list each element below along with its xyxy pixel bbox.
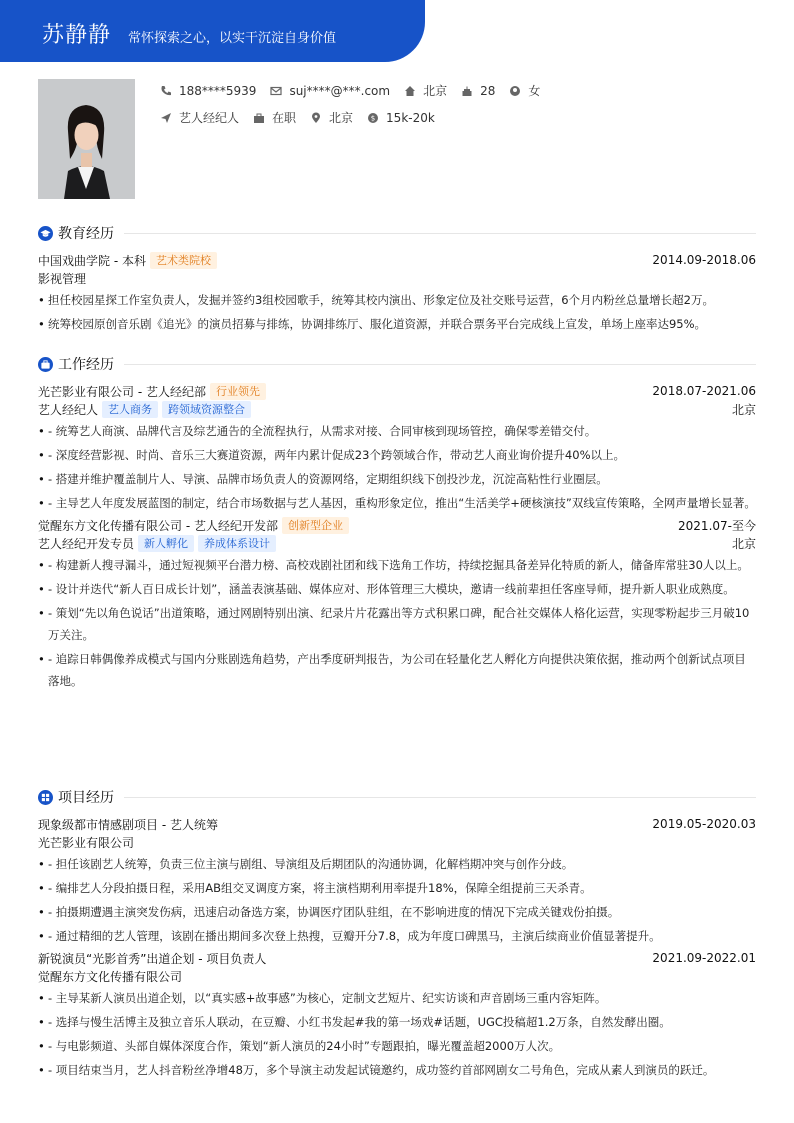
project-header [38,949,756,967]
bullet-item: • - 统筹艺人商演、品牌代言及综艺通告的全流程执行，从需求对接、合同审核到现场管控，确保零差错交付。 [38,420,756,442]
svg-text:$: $ [370,114,376,123]
cake-icon [461,85,473,97]
project-bullets [38,987,756,1081]
project-date: 2021.09-2022.01 [652,951,756,965]
role-tag: 新人孵化 [138,535,194,552]
job-role: 艺人经纪开发专员 [38,536,135,551]
age-value: 28 [480,83,496,98]
project-entry [38,949,756,1081]
age-item [461,84,495,98]
email-value: suj****@***.com [289,83,391,98]
bullet-item: • - 深度经营影视、时尚、音乐三大赛道资源，两年内累计促成23个跨领域合作，带动艺人商业询价提升40%以上。 [38,444,756,466]
bullet-item: • - 主导艺人年度发展蓝图的制定，结合市场数据与艺人基因，重构形象定位，推出“生活美学+硬核演技”双线宣传策略，全网声量增长显著。 [38,492,756,514]
project-org-row [38,833,756,851]
job-bullets [38,420,756,514]
graduation-cap-icon [38,226,53,241]
briefcase-icon [38,357,53,372]
bullet-item: • - 策划“先以角色说话”出道策略，通过网剧特别出演、纪录片片花露出等方式积累口碑，配合社交媒体人格化运营，实现零粉起步三月破10万关注。 [38,602,756,646]
gender-value: 女 [528,84,541,98]
bullet-item: • 担任校园星探工作室负责人，发掘并签约3组校园歌手，统筹其校内演出、形象定位及社交账号运营，6个月内粉丝总量增长超2万。 [38,289,756,311]
project-org: 光芒影业有限公司 [38,835,135,850]
role-tag: 艺人商务 [102,401,158,418]
bullet-item: • - 与电影频道、头部自媒体深度合作，策划“新人演员的24小时”专题跟拍，曝光覆盖超2000万人次。 [38,1035,756,1057]
education-date: 2014.09-2018.06 [652,253,756,267]
project-name: 现象级都市情感剧项目 - 艺人统筹 [38,817,218,832]
school-tag: 艺术类院校 [150,252,217,269]
education-section [38,222,756,337]
school-name: 中国戏曲学院 - 本科 [38,253,146,268]
status-value: 在职 [272,111,297,125]
bullet-item: • - 编排艺人分段拍摄日程，采用AB组交叉调度方案，将主演档期利用率提升18%，保障全组提前三天杀青。 [38,877,756,899]
bullet-item: • - 设计并迭代“新人百日成长计划”，涵盖表演基础、媒体应对、形体管理三大模块，邀请一线前辈担任客座导师，提升新人职业成熟度。 [38,578,756,600]
major-row [38,269,756,287]
section-divider [124,233,756,234]
location-value: 北京 [423,84,448,98]
bullet-item: • 统筹校园原创音乐剧《追光》的演员招募与排练，协调排练厅、服化道资源，并联合票务平台完成线上宣发，单场上座率达95%。 [38,313,756,335]
company-tag: 创新型企业 [282,517,349,534]
job-role: 艺人经纪人 [38,402,99,417]
major-name: 影视管理 [38,271,87,286]
job-entry [38,382,756,514]
education-bullets [38,289,756,335]
job-date: 2021.07-至今 [678,518,756,533]
profile-photo [38,79,135,199]
bullet-item: • - 构建新人搜寻漏斗，通过短视频平台潜力榜、高校戏剧社团和线下选角工作坊，持续挖掘具备差异化特质的新人，储备库常驻30人以上。 [38,554,756,576]
briefcase-icon [253,112,265,124]
job-header [38,516,756,534]
email-item [270,84,390,98]
header-banner [0,0,425,62]
position-value: 艺人经纪人 [179,111,240,125]
bullet-item: • - 拍摄期遭遇主演突发伤病，迅速启动备选方案，协调医疗团队驻组，在不影响进度的情况下完成关键戏份拍摄。 [38,901,756,923]
intent-row [160,109,449,126]
job-entry [38,516,756,692]
job-city: 北京 [731,402,756,417]
section-divider [124,364,756,365]
project-name: 新锐演员“光影首秀”出道企划 - 项目负责人 [38,951,267,966]
project-org-row [38,967,756,985]
contact-row [160,82,554,99]
portrait-image [38,79,135,199]
position-item [160,109,239,126]
project-org: 觉醒东方文化传播有限公司 [38,969,183,984]
section-title: 项目经历 [58,790,114,806]
role-tag: 养成体系设计 [198,535,276,552]
section-title: 工作经历 [58,357,114,373]
gender-icon [509,85,521,97]
job-role-row [38,534,756,552]
mail-icon [270,85,282,97]
bullet-item: • - 通过精细的艺人管理，该剧在播出期间多次登上热搜，豆瓣开分7.8，成为年度口碑黑马，主演后续商业价值显著提升。 [38,925,756,947]
section-header [38,353,756,375]
project-header [38,815,756,833]
salary-value: 15k-20k [386,110,435,125]
section-divider [124,797,756,798]
status-item [253,109,296,126]
city-item [310,109,353,126]
candidate-name: 苏静静 [42,23,112,48]
role-tag: 跨领域资源整合 [162,401,251,418]
send-icon [160,112,172,124]
work-section [38,353,756,694]
city-value: 北京 [329,111,354,125]
section-title: 教育经历 [58,226,114,242]
job-bullets [38,554,756,692]
company-name: 光芒影业有限公司 - 艺人经纪部 [38,384,206,399]
project-entry [38,815,756,947]
candidate-motto: 常怀探索之心，以实干沉淀自身价值 [128,31,337,46]
company-tag: 行业领先 [210,383,266,400]
bullet-item: • - 担任该剧艺人统筹，负责三位主演与剧组、导演组及后期团队的沟通协调，化解档期冲突与创作分歧。 [38,853,756,875]
phone-value: 188****5939 [179,83,257,98]
bullet-item: • - 搭建并维护覆盖制片人、导演、品牌市场负责人的资源网络，定期组织线下创投沙龙，沉淀高粘性行业圈层。 [38,468,756,490]
job-date: 2018.07-2021.06 [652,384,756,398]
projects-section [38,786,756,1083]
home-icon [404,85,416,97]
location-item [404,82,447,99]
job-role-row [38,400,756,418]
money-icon [367,112,379,124]
project-bullets [38,853,756,947]
phone-icon [160,85,172,97]
salary-item [367,111,435,125]
job-header [38,382,756,400]
grid-icon [38,790,53,805]
bullet-item: • - 项目结束当月，艺人抖音粉丝净增48万，多个导演主动发起试镜邀约，成功签约首部网剧女二号角色，完成从素人到演员的跃迁。 [38,1059,756,1081]
location-pin-icon [310,112,322,124]
bullet-item: • - 追踪日韩偶像养成模式与国内分账剧选角趋势，产出季度研判报告，为公司在轻量化艺人孵化方向提供决策依据，推动两个创新试点项目落地。 [38,648,756,692]
company-name: 觉醒东方文化传播有限公司 - 艺人经纪开发部 [38,518,278,533]
education-header [38,251,756,269]
bullet-item: • - 主导某新人演员出道企划，以“真实感+故事感”为核心，定制文艺短片、纪实访谈和声音剧场三重内容矩阵。 [38,987,756,1009]
project-date: 2019.05-2020.03 [652,817,756,831]
section-header [38,786,756,808]
phone-item [160,84,256,98]
bullet-item: • - 选择与慢生活博主及独立音乐人联动，在豆瓣、小红书发起#我的第一场戏#话题，UGC投稿超1.2万条，自然发酵出圈。 [38,1011,756,1033]
gender-item [509,82,540,99]
job-city: 北京 [731,536,756,551]
section-header [38,222,756,244]
